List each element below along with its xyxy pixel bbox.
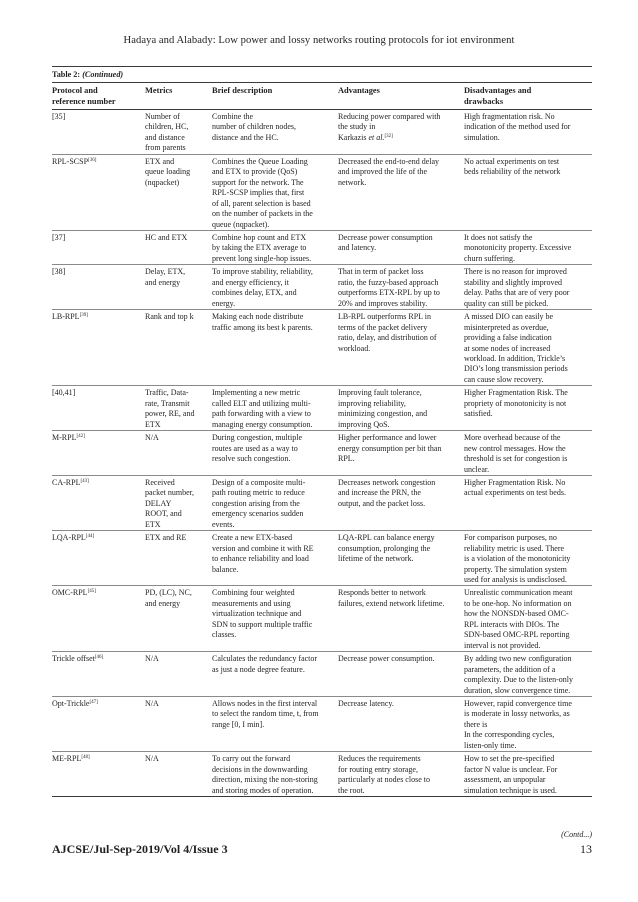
cell-line: reliability metric is used. There <box>464 543 565 553</box>
cell-line: Traffic, Data- <box>145 388 189 398</box>
cell-protocol <box>52 697 145 752</box>
cell-disadvantages <box>464 386 592 431</box>
cell-line: range [0, I min]. <box>212 719 265 729</box>
cell-description <box>212 310 338 386</box>
cell-disadvantages <box>464 475 592 530</box>
cell-line: managing energy consumption. <box>212 419 313 429</box>
cell-line: virtualization technique and <box>212 609 302 619</box>
cell-advantages <box>338 752 464 797</box>
cell-line <box>338 133 461 143</box>
cell-line: and energy <box>145 598 181 608</box>
cell-protocol <box>52 586 145 652</box>
cell-advantages <box>338 265 464 310</box>
cell-line: ETX <box>145 519 161 529</box>
cell-line: simulation technique is used. <box>464 785 557 795</box>
protocol-name: [38] <box>52 267 66 277</box>
reference-superscript: [36] <box>88 157 97 163</box>
cell-protocol <box>52 265 145 310</box>
cell-line: Decrease power consumption <box>338 232 433 242</box>
cell-disadvantages <box>464 431 592 476</box>
cell-metrics <box>145 310 212 386</box>
reference-superscript: [39] <box>79 313 88 319</box>
cell-line: distance and the HC. <box>212 132 279 142</box>
running-head: Hadaya and Alabady: Low power and lossy networks routing protocols for iot environment <box>123 35 515 46</box>
cell-metrics <box>145 752 212 797</box>
protocol-name: RPL-SCSP <box>52 156 89 166</box>
cell-line: and latency. <box>338 243 377 253</box>
cell-protocol <box>52 752 145 797</box>
cell-line: Higher Fragmentation Risk. The <box>464 388 568 398</box>
cell-line: ratio, delay, and distribution of <box>338 333 437 343</box>
header-description: Brief description <box>212 86 273 95</box>
cell-line: Reduces the requirements <box>338 754 421 764</box>
reference-superscript: [46] <box>94 655 104 661</box>
cell-line: It does not satisfy the <box>464 232 533 242</box>
cell-line: the root. <box>338 785 365 795</box>
cell-line: duration, slow convergence time. <box>464 685 571 695</box>
cell-metrics <box>145 586 212 652</box>
cell-line: Decreased the end-to-end delay <box>338 156 440 166</box>
cell-line: and ETX to provide (QoS) <box>212 167 298 177</box>
cell-line: propriety of monotonicity is not <box>464 398 567 408</box>
cell-line: path forwarding with a view to <box>212 409 311 419</box>
protocol-name: Trickle offset <box>52 654 95 664</box>
cell-line: During congestion, multiple <box>212 433 302 443</box>
cell-metrics <box>145 110 212 155</box>
protocol-name: ME-RPL <box>52 754 82 764</box>
cell-line: and storing modes of operation. <box>212 785 314 795</box>
table-row <box>52 586 592 652</box>
cell-description <box>212 265 338 310</box>
cell-line: Delay, ETX, <box>145 267 186 277</box>
cell-line: children, HC, <box>145 122 189 132</box>
cell-line: emergency scenarios sudden <box>212 509 304 519</box>
cell-line: classes. <box>212 630 237 640</box>
cell-line: and distance <box>145 132 185 142</box>
protocol-name: OMC-RPL <box>52 588 88 598</box>
cell-advantages <box>338 586 464 652</box>
cell-line: the study in <box>338 122 376 132</box>
cell-line: N/A <box>145 433 159 443</box>
cell-line: unclear. <box>464 464 490 474</box>
cell-line: power, RE, and <box>145 409 195 419</box>
cell-line: SDN to support multiple traffic <box>212 619 313 629</box>
cell-line: churn suffering. <box>464 253 515 263</box>
cell-line: No actual experiments on test <box>464 156 560 166</box>
table-row <box>52 310 592 386</box>
cell-line: traffic among its best k parents. <box>212 322 313 332</box>
protocol-table <box>52 82 592 797</box>
table-row <box>52 265 592 310</box>
cell-line: RPL. <box>338 454 355 464</box>
cell-line: Reducing power compared with <box>338 112 441 121</box>
cell-line: from parents <box>145 143 186 153</box>
cell-description <box>212 230 338 264</box>
cell-line: called ELT and utilizing multi- <box>212 398 311 408</box>
cell-disadvantages <box>464 154 592 230</box>
cell-line: delay. Paths that are of very poor <box>464 288 570 298</box>
table-row <box>52 531 592 586</box>
cell-line: particularly at nodes close to <box>338 775 430 785</box>
table-caption <box>52 67 592 82</box>
cell-line: new control messages. How the <box>464 443 566 453</box>
header-metrics: Metrics <box>145 86 173 95</box>
cell-line: ROOT, and <box>145 509 182 519</box>
cell-disadvantages <box>464 110 592 155</box>
cell-line: is a violation of the monotonicity <box>464 554 571 564</box>
cell-advantages <box>338 310 464 386</box>
header-protocol: Protocol and reference number <box>52 86 116 106</box>
cell-line: to select the random time, t, from <box>212 709 319 719</box>
cell-line: is moderate in lossy networks, as <box>464 709 570 719</box>
cell-line: of all, parent selection is based <box>212 198 311 208</box>
cell-protocol <box>52 154 145 230</box>
table-row <box>52 386 592 431</box>
cell-line: balance. <box>212 564 239 574</box>
reference-superscript: [48] <box>81 755 90 761</box>
cell-line: how the NONSDN-based OMC- <box>464 609 569 619</box>
cell-disadvantages <box>464 310 592 386</box>
cell-line: and energy <box>145 277 181 287</box>
cell-line: simulation. <box>464 132 500 142</box>
cell-line: Received <box>145 477 175 487</box>
cell-protocol <box>52 431 145 476</box>
cell-description <box>212 531 338 586</box>
cell-line: complexity. Due to the listen-only <box>464 675 574 685</box>
cell-line: direction, mixing the non-storing <box>212 775 318 785</box>
cell-line: Implementing a new metric <box>212 388 301 398</box>
cell-advantages <box>338 652 464 697</box>
table-container <box>52 66 592 797</box>
cell-line: number of children nodes, <box>212 122 296 132</box>
cell-line: N/A <box>145 754 159 764</box>
cell-line: assessment, an unpopular <box>464 775 546 785</box>
cell-line: to be one-hop. No information on <box>464 598 572 608</box>
cell-line: path routing metric to reduce <box>212 488 305 498</box>
protocol-name: CA-RPL <box>52 477 81 487</box>
cell-line: stability and slightly improved <box>464 277 562 287</box>
cell-advantages <box>338 531 464 586</box>
cell-line: By adding two new configuration <box>464 654 572 664</box>
cell-text: Karkazis <box>338 132 369 142</box>
cell-line: Combine the <box>212 112 254 121</box>
cell-metrics <box>145 386 212 431</box>
protocol-name: [37] <box>52 232 66 242</box>
header-row <box>52 83 592 110</box>
cell-disadvantages <box>464 531 592 586</box>
cell-line: LQA-RPL can balance energy <box>338 533 435 543</box>
reference-superscript: [32] <box>384 133 393 139</box>
cell-line: ratio, the fuzzy-based approach <box>338 277 439 287</box>
reference-superscript: [43] <box>80 478 89 484</box>
cell-line: Number of <box>145 112 180 121</box>
cell-line: consumption, prolonging the <box>338 543 431 553</box>
cell-line: DIO’s long transmission periods <box>464 364 568 374</box>
cell-disadvantages <box>464 265 592 310</box>
table-row <box>52 752 592 797</box>
cell-line: ETX and RE <box>145 533 187 543</box>
cell-line: quality can still be picked. <box>464 298 549 308</box>
cell-line: routes are used as a way to <box>212 443 298 453</box>
header-disadvantages: Disadvantages and drawbacks <box>464 86 532 106</box>
cell-line: More overhead because of the <box>464 433 561 443</box>
protocol-name: Opt-Trickle <box>52 699 90 709</box>
cell-description <box>212 386 338 431</box>
cell-line: 20% and improves stability. <box>338 298 428 308</box>
cell-line: listen-only time. <box>464 740 517 750</box>
cell-line: combines delay, ETX, and <box>212 288 297 298</box>
cell-line: for routing entry storage, <box>338 764 418 774</box>
cell-line: there is <box>464 719 488 729</box>
cell-description <box>212 431 338 476</box>
cell-line: That in term of packet loss <box>338 267 424 277</box>
cell-line: To improve stability, reliability, <box>212 267 313 277</box>
cell-protocol <box>52 531 145 586</box>
cell-advantages <box>338 230 464 264</box>
cell-line: resolve such congestion. <box>212 454 291 464</box>
cell-line: Design of a composite multi- <box>212 477 306 487</box>
cell-line: lifetime of the network. <box>338 554 414 564</box>
cell-line: terms of the packet delivery <box>338 322 428 332</box>
header-advantages: Advantages <box>338 86 380 95</box>
cell-line: PD, (LC), NC, <box>145 588 192 598</box>
cell-line: DELAY <box>145 498 172 508</box>
cell-line: Decrease power consumption. <box>338 654 435 664</box>
cell-line: threshold is set for congestion is <box>464 454 568 464</box>
cell-metrics <box>145 265 212 310</box>
cell-metrics <box>145 697 212 752</box>
cell-line: support for the network. The <box>212 177 304 187</box>
cell-line: LB-RPL outperforms RPL in <box>338 312 431 322</box>
cell-line: Create a new ETX-based <box>212 533 293 543</box>
cell-line: Combines the Queue Loading <box>212 156 308 166</box>
cell-line: minimizing congestion, and <box>338 409 428 419</box>
cell-line: outperforms ETX-RPL by up to <box>338 288 440 298</box>
cell-line: However, rapid convergence time <box>464 699 572 709</box>
cell-description <box>212 697 338 752</box>
protocol-name: M-RPL <box>52 433 77 443</box>
cell-line: In the corresponding cycles, <box>464 730 555 740</box>
cell-italic: et al. <box>368 132 385 142</box>
cell-description <box>212 652 338 697</box>
cell-description <box>212 475 338 530</box>
cell-advantages <box>338 431 464 476</box>
cell-line: and energy efficiency, it <box>212 277 289 287</box>
table-row <box>52 652 592 697</box>
cell-line: indication of the method used for <box>464 122 571 132</box>
cell-line: RPL-SCSP implies that, first <box>212 188 305 198</box>
cell-line: rate, Transmit <box>145 398 190 408</box>
cell-line: to enhance reliability and load <box>212 554 309 564</box>
caption-label: Table 2: <box>52 70 81 79</box>
cell-line: queue loading <box>145 167 191 177</box>
cell-line: ETX <box>145 419 161 429</box>
cell-metrics <box>145 531 212 586</box>
cell-line: Making each node distribute <box>212 312 304 322</box>
cell-disadvantages <box>464 652 592 697</box>
cell-line: on the number of packets in the <box>212 209 313 219</box>
table-row <box>52 431 592 476</box>
cell-line: N/A <box>145 654 159 664</box>
table-row <box>52 110 592 155</box>
cell-line: There is no reason for improved <box>464 267 567 277</box>
cell-line: A missed DIO can easily be <box>464 312 554 322</box>
cell-line: failures, extend network lifetime. <box>338 598 445 608</box>
cell-metrics <box>145 230 212 264</box>
cell-metrics <box>145 431 212 476</box>
cell-protocol <box>52 475 145 530</box>
cell-line: Responds better to network <box>338 588 426 598</box>
cell-line: How to set the pre-specified <box>464 754 555 764</box>
cell-line: decisions in the downwarding <box>212 764 308 774</box>
table-body <box>52 110 592 797</box>
cell-line: events. <box>212 519 235 529</box>
reference-superscript: [45] <box>87 589 96 595</box>
cell-line: and improved the life of the <box>338 167 428 177</box>
cell-description <box>212 586 338 652</box>
cell-line: as just a node degree feature. <box>212 664 305 674</box>
caption-note: (Continued) <box>82 70 124 79</box>
cell-line: beds reliability of the network <box>464 167 561 177</box>
table-row <box>52 475 592 530</box>
continued-note: (Contd...) <box>561 830 592 839</box>
cell-line: Decreases network congestion <box>338 477 436 487</box>
cell-line: Allows nodes in the first interval <box>212 699 318 709</box>
cell-advantages <box>338 154 464 230</box>
cell-line: HC and ETX <box>145 232 188 242</box>
cell-line: improving QoS. <box>338 419 390 429</box>
cell-line: queue (nqpacket). <box>212 219 270 229</box>
cell-disadvantages <box>464 752 592 797</box>
cell-line: Combining four weighted <box>212 588 295 598</box>
cell-line: energy consumption per bit than <box>338 443 442 453</box>
cell-advantages <box>338 475 464 530</box>
cell-line: RPL interacts with DIOs. The <box>464 619 560 629</box>
cell-line: Rank and top k <box>145 312 194 322</box>
protocol-name: [40,41] <box>52 388 76 398</box>
cell-metrics <box>145 475 212 530</box>
cell-line: N/A <box>145 699 159 709</box>
cell-line: interval is not provided. <box>464 640 541 650</box>
cell-line: actual experiments on test beds. <box>464 488 566 498</box>
cell-line: ETX and <box>145 156 175 166</box>
reference-superscript: [47] <box>89 700 98 706</box>
cell-line: by taking the ETX average to <box>212 243 307 253</box>
cell-advantages <box>338 386 464 431</box>
cell-disadvantages <box>464 586 592 652</box>
cell-line: property. The simulation system <box>464 564 567 574</box>
cell-line: Improving fault tolerance, <box>338 388 422 398</box>
cell-line: For comparison purposes, no <box>464 533 557 543</box>
cell-line: version and combine it with RE <box>212 543 314 553</box>
cell-line: used for analysis is undisclosed. <box>464 575 567 585</box>
cell-line: providing a false indication <box>464 333 552 343</box>
cell-description <box>212 154 338 230</box>
cell-line: network. <box>338 177 367 187</box>
cell-line: factor N value is unclear. For <box>464 764 558 774</box>
cell-line: and increase the PRN, the <box>338 488 421 498</box>
cell-line: Decrease latency. <box>338 699 394 709</box>
cell-line: energy. <box>212 298 236 308</box>
cell-line: packet number, <box>145 488 194 498</box>
cell-line: To carry out the forward <box>212 754 291 764</box>
cell-disadvantages <box>464 697 592 752</box>
reference-superscript: [42] <box>76 434 85 440</box>
cell-line: monotonicity property. Excessive <box>464 243 572 253</box>
cell-line: can cause slow recovery. <box>464 374 544 384</box>
protocol-name: [35] <box>52 112 66 121</box>
cell-line: workload. <box>338 343 371 353</box>
cell-line: Unrealistic communication meant <box>464 588 573 598</box>
cell-line: satisfied. <box>464 409 493 419</box>
reference-superscript: [44] <box>85 534 95 540</box>
table-row <box>52 154 592 230</box>
table-row <box>52 697 592 752</box>
cell-line: Calculates the redundancy factor <box>212 654 318 664</box>
footer-journal: AJCSE/Jul-Sep-2019/Vol 4/Issue 3 <box>52 842 228 856</box>
cell-metrics <box>145 154 212 230</box>
cell-protocol <box>52 652 145 697</box>
cell-line: High fragmentation risk. No <box>464 112 555 121</box>
cell-line: parameters, the addition of a <box>464 664 556 674</box>
cell-metrics <box>145 652 212 697</box>
cell-protocol <box>52 386 145 431</box>
cell-line: Combine hop count and ETX <box>212 232 307 242</box>
cell-line: Higher Fragmentation Risk. No <box>464 477 566 487</box>
cell-line: prevent long single-hop issues. <box>212 253 312 263</box>
cell-protocol <box>52 310 145 386</box>
cell-line: Higher performance and lower <box>338 433 437 443</box>
cell-protocol <box>52 110 145 155</box>
protocol-name: LB-RPL <box>52 312 80 322</box>
cell-line: SDN-based OMC-RPL reporting <box>464 630 570 640</box>
cell-line: workload. In addition, Trickle’s <box>464 353 566 363</box>
cell-line: output, and the packet loss. <box>338 498 426 508</box>
cell-line: congestion arising from the <box>212 498 300 508</box>
cell-line: at some nodes of increased <box>464 343 551 353</box>
cell-line: improving reliability, <box>338 398 406 408</box>
cell-description <box>212 110 338 155</box>
cell-description <box>212 752 338 797</box>
table-row <box>52 230 592 264</box>
cell-protocol <box>52 230 145 264</box>
cell-line: (nqpacket) <box>145 177 180 187</box>
cell-line: measurements and using <box>212 598 291 608</box>
page-number: 13 <box>580 842 592 856</box>
cell-advantages <box>338 697 464 752</box>
protocol-name: LQA-RPL <box>52 533 86 543</box>
cell-line: misinterpreted as overdue, <box>464 322 549 332</box>
cell-advantages <box>338 110 464 155</box>
cell-disadvantages <box>464 230 592 264</box>
